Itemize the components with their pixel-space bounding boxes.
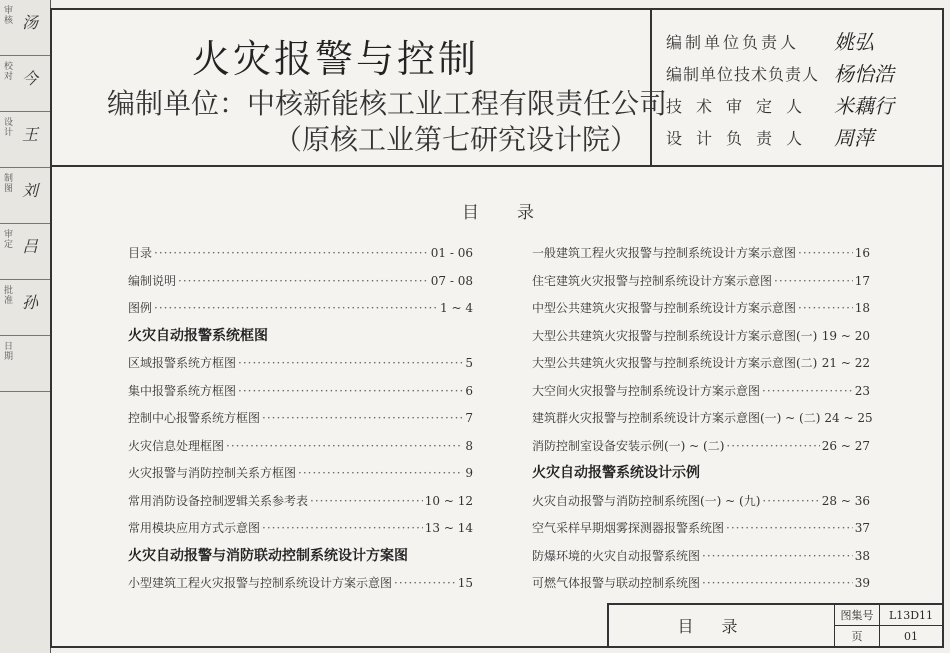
toc-entry-title: 中型公共建筑火灾报警与控制系统设计方案示意图 — [532, 301, 797, 315]
signature-name: 姚弘 — [834, 30, 874, 54]
toc-page-number: 15 — [457, 576, 473, 590]
organization-former-name: （原核工业第七研究设计院） — [274, 123, 639, 156]
sidebar-label: 审核 — [4, 6, 14, 26]
sidebar-label: 日期 — [4, 342, 14, 362]
toc-leader-dots — [154, 295, 438, 323]
approval-sidebar — [0, 0, 51, 653]
toc-entry[interactable] — [532, 433, 870, 461]
toc-entry[interactable] — [532, 570, 870, 598]
toc-leader-dots — [394, 570, 456, 598]
toc-entry-title: 大型公共建筑火灾报警与控制系统设计方案示意图(二) — [532, 356, 818, 370]
toc-page-number: 38 — [854, 548, 870, 563]
toc-page-number: 19 ~ 20 — [821, 328, 870, 343]
toc-entry[interactable] — [128, 240, 473, 268]
toc-entry-title: 集中报警系统方框图 — [128, 383, 237, 398]
toc-entry-title: 火灾报警与消防控制关系方框图 — [128, 466, 297, 480]
toc-entry-title: 区域报警系统方框图 — [128, 356, 237, 370]
toc-entry[interactable] — [532, 323, 870, 351]
toc-entry-title: 火灾自动报警与消防联动控制系统设计方案图 — [128, 547, 408, 564]
toc-leader-dots — [726, 515, 853, 543]
toc-leader-dots — [238, 378, 463, 406]
toc-page-number: 01 - 06 — [430, 246, 473, 260]
toc-entry-title: 大型公共建筑火灾报警与控制系统设计方案示意图(一) — [532, 328, 818, 343]
toc-leader-dots — [262, 515, 423, 543]
sidebar-signature: 刘 — [22, 181, 39, 200]
toc-entry[interactable] — [532, 515, 870, 543]
toc-entry-title: 一般建筑工程火灾报警与控制系统设计方案示意图 — [532, 246, 797, 260]
toc-leader-dots — [774, 268, 853, 296]
atlas-number-value: L13D11 — [880, 605, 942, 626]
toc-entry[interactable] — [128, 295, 473, 323]
toc-leader-dots — [798, 240, 853, 268]
toc-entry-title: 小型建筑工程火灾报警与控制系统设计方案示意图 — [128, 576, 393, 590]
toc-entry[interactable] — [128, 515, 473, 543]
toc-entry-title: 火灾自动报警系统设计示例 — [532, 465, 700, 481]
toc-page-number: 5 — [465, 356, 473, 370]
page-number: 01 — [904, 630, 918, 643]
toc-page-number: 24 ~ 25 — [824, 411, 873, 425]
toc-leader-dots — [726, 433, 819, 461]
toc-page-number: 23 — [854, 383, 870, 398]
drawing-frame — [50, 8, 944, 648]
toc-page-number: 7 — [465, 411, 473, 425]
toc-leader-dots — [238, 350, 463, 378]
toc-entry[interactable] — [532, 488, 870, 516]
toc-section-heading — [532, 460, 870, 488]
atlas-number-label: 图集号 — [835, 605, 880, 626]
toc-entry-title: 大空间火灾报警与控制系统设计方案示意图 — [532, 383, 761, 398]
signature-role: 编制单位技术负责人 — [666, 65, 820, 84]
signature-role: 编制单位负责人 — [666, 33, 800, 52]
toc-page-number: 8 — [465, 438, 473, 453]
toc-entry[interactable] — [532, 268, 870, 296]
sidebar-label: 批准 — [4, 286, 14, 306]
sidebar-label: 设计 — [4, 118, 14, 138]
toc-page-number: 07 - 08 — [430, 273, 473, 288]
signature-name: 周萍 — [834, 126, 874, 150]
toc-section-heading — [128, 323, 473, 351]
toc-page-number: 18 — [854, 301, 870, 315]
toc-leader-dots — [762, 488, 819, 516]
toc-entry-title: 火灾信息处理框图 — [128, 438, 225, 453]
signature-row — [652, 60, 944, 92]
signature-row — [652, 124, 944, 156]
sidebar-cell — [0, 168, 50, 224]
signature-row — [652, 92, 944, 124]
toc-section-heading — [128, 543, 473, 571]
toc-entry-title: 常用模块应用方式示意图 — [128, 521, 261, 535]
sidebar-cell — [0, 56, 50, 112]
signature-block — [650, 10, 944, 165]
sidebar-cell — [0, 112, 50, 168]
toc-page-number: 10 ~ 12 — [424, 493, 473, 508]
toc-leader-dots — [762, 378, 853, 406]
toc-entry-title: 防爆环境的火灾自动报警系统图 — [532, 548, 701, 563]
toc-page-number: 17 — [854, 273, 870, 288]
toc-entry[interactable] — [128, 378, 473, 406]
page-label: 页 — [835, 626, 880, 647]
toc-page-number: 37 — [854, 521, 870, 535]
toc-page-number: 9 — [465, 466, 473, 480]
toc-entry[interactable] — [128, 433, 473, 461]
toc-entry-title: 目录 — [128, 246, 153, 260]
organization-line: 编制单位：中核新能核工业工程有限责任公司 — [107, 87, 668, 120]
toc-page-number: 1 ~ 4 — [440, 301, 473, 315]
toc-entry[interactable] — [128, 488, 473, 516]
title-block — [52, 10, 668, 165]
toc-entry[interactable] — [128, 570, 473, 598]
sidebar-signature: 吕 — [22, 237, 39, 256]
sidebar-signature: 王 — [22, 125, 39, 144]
toc-entry[interactable] — [128, 350, 473, 378]
toc-page-number: 28 ~ 36 — [821, 493, 870, 508]
toc-entry-title: 火灾自动报警系统框图 — [128, 327, 268, 344]
sidebar-signature: 汤 — [22, 13, 39, 32]
toc-leader-dots — [226, 433, 463, 461]
toc-entry[interactable] — [532, 543, 870, 571]
toc-leader-dots — [298, 460, 463, 488]
toc-entry[interactable] — [532, 240, 870, 268]
toc-page-number: 26 ~ 27 — [821, 438, 870, 453]
sidebar-label: 制图 — [4, 174, 14, 194]
toc-entry[interactable] — [532, 405, 873, 433]
toc-page-number: 39 — [854, 576, 870, 590]
sidebar-signature: 孙 — [22, 293, 39, 312]
toc-entry-title: 空气采样早期烟雾探测器报警系统图 — [532, 521, 725, 535]
sidebar-cell — [0, 336, 50, 392]
toc-leader-dots — [702, 543, 853, 571]
toc-leader-dots — [178, 268, 429, 296]
toc-leader-dots — [310, 488, 423, 516]
toc-entry-title: 火灾自动报警与消防控制系统图(一) ~ (九) — [532, 493, 761, 508]
toc-entry[interactable] — [532, 295, 870, 323]
signature-name: 杨怡浩 — [834, 62, 894, 86]
signature-row — [652, 28, 944, 60]
sidebar-cell — [0, 0, 50, 56]
toc-page-number: 16 — [854, 246, 870, 260]
toc-page-number: 13 ~ 14 — [424, 521, 473, 535]
signature-role: 技术审定人 — [666, 97, 817, 116]
toc-right-column — [532, 240, 873, 598]
sidebar-signature: 今 — [22, 69, 39, 88]
toc-entry-title: 建筑群火灾报警与控制系统设计方案示意图(一) ~ (二) — [532, 411, 821, 425]
toc-entry-title: 住宅建筑火灾报警与控制系统设计方案示意图 — [532, 273, 773, 288]
toc-entry[interactable] — [532, 378, 870, 406]
sidebar-cell — [0, 224, 50, 280]
signature-role: 设计负责人 — [666, 129, 817, 148]
toc-entry-title: 控制中心报警系统方框图 — [128, 411, 261, 425]
toc-page-number: 6 — [465, 383, 473, 398]
signature-name: 米藕行 — [834, 94, 894, 118]
toc-entry-title: 可燃气体报警与联动控制系统图 — [532, 576, 701, 590]
toc-left-column — [128, 240, 473, 598]
footer-title: 目录 — [609, 605, 835, 648]
sidebar-cell — [0, 280, 50, 336]
toc-entry[interactable] — [128, 405, 473, 433]
toc-title: 目录 — [462, 203, 572, 223]
title-footer — [607, 603, 944, 648]
title-header — [52, 10, 942, 167]
sidebar-label: 校对 — [4, 62, 14, 82]
page-title: 火灾报警与控制 — [192, 37, 480, 81]
toc-entry-title: 常用消防设备控制逻辑关系参考表 — [128, 493, 309, 508]
toc-leader-dots — [262, 405, 463, 433]
toc-entry[interactable] — [128, 460, 473, 488]
toc-page-number: 21 ~ 22 — [821, 356, 870, 370]
toc-entry[interactable] — [128, 268, 473, 296]
toc-entry-title: 编制说明 — [128, 273, 177, 288]
sidebar-label: 审定 — [4, 230, 14, 250]
toc-leader-dots — [702, 570, 853, 598]
toc-leader-dots — [798, 295, 853, 323]
toc-entry-title: 图例 — [128, 301, 153, 315]
toc-entry[interactable] — [532, 350, 870, 378]
toc-entry-title: 消防控制室设备安装示例(一) ~ (二) — [532, 438, 725, 453]
toc-leader-dots — [154, 240, 429, 268]
